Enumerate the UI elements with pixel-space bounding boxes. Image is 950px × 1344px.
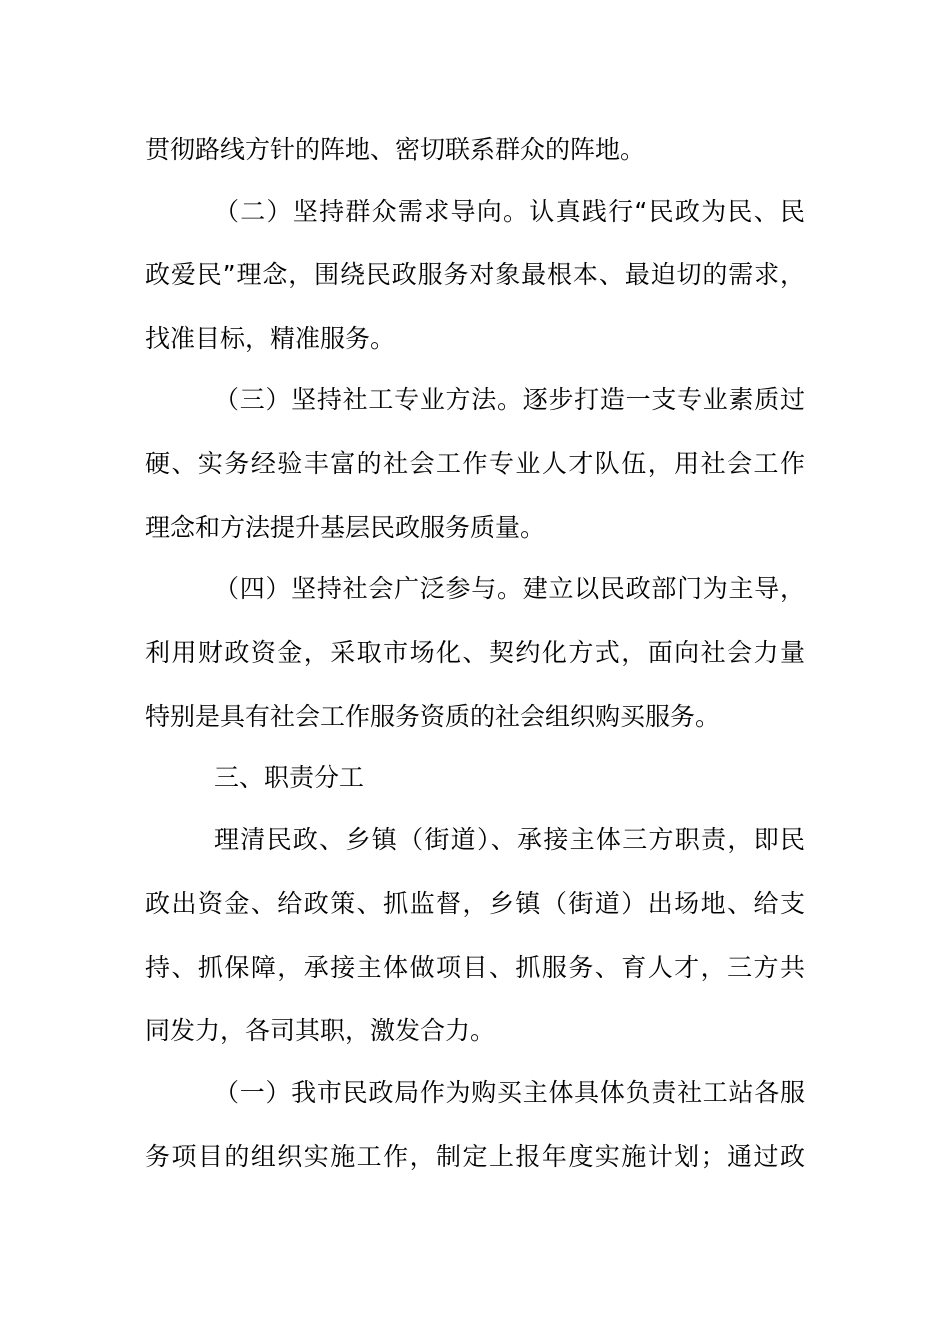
text-line: 同发力，各司其职，激发合力。 <box>145 1016 496 1045</box>
text-line: 理念和方法提升基层民政服务质量。 <box>145 513 546 542</box>
text-line: （三）坚持社工专业方法。逐步打造一支专业素质过 <box>214 385 805 414</box>
text-line: （一）我市民政局作为购买主体具体负责社工站各服 <box>214 1078 805 1107</box>
section-heading: 三、职责分工 <box>214 763 365 792</box>
text-line: 特别是具有社会工作服务资质的社会组织购买服务。 <box>145 702 721 731</box>
text-line: 理清民政、乡镇（街道）、承接主体三方职责，即民 <box>214 825 805 854</box>
text-line: 贯彻路线方针的阵地、密切联系群众的阵地。 <box>145 135 646 164</box>
text-line: 利用财政资金，采取市场化、契约化方式，面向社会力量 <box>145 638 805 667</box>
text-line: 政出资金、给政策、抓监督，乡镇（街道）出场地、给支 <box>145 889 805 918</box>
text-line: （二）坚持群众需求导向。认真践行“民政为民、民 <box>214 197 805 226</box>
text-line: 硬、实务经验丰富的社会工作专业人才队伍，用社会工作 <box>145 449 805 478</box>
text-line: 持、抓保障，承接主体做项目、抓服务、育人才，三方共 <box>145 953 805 982</box>
text-line: 政爱民”理念，围绕民政服务对象最根本、最迫切的需求， <box>145 260 805 289</box>
text-line: （四）坚持社会广泛参与。建立以民政部门为主导， <box>214 574 805 603</box>
text-line: 找准目标，精准服务。 <box>145 324 396 353</box>
text-line: 务项目的组织实施工作，制定上报年度实施计划；通过政 <box>145 1142 805 1171</box>
